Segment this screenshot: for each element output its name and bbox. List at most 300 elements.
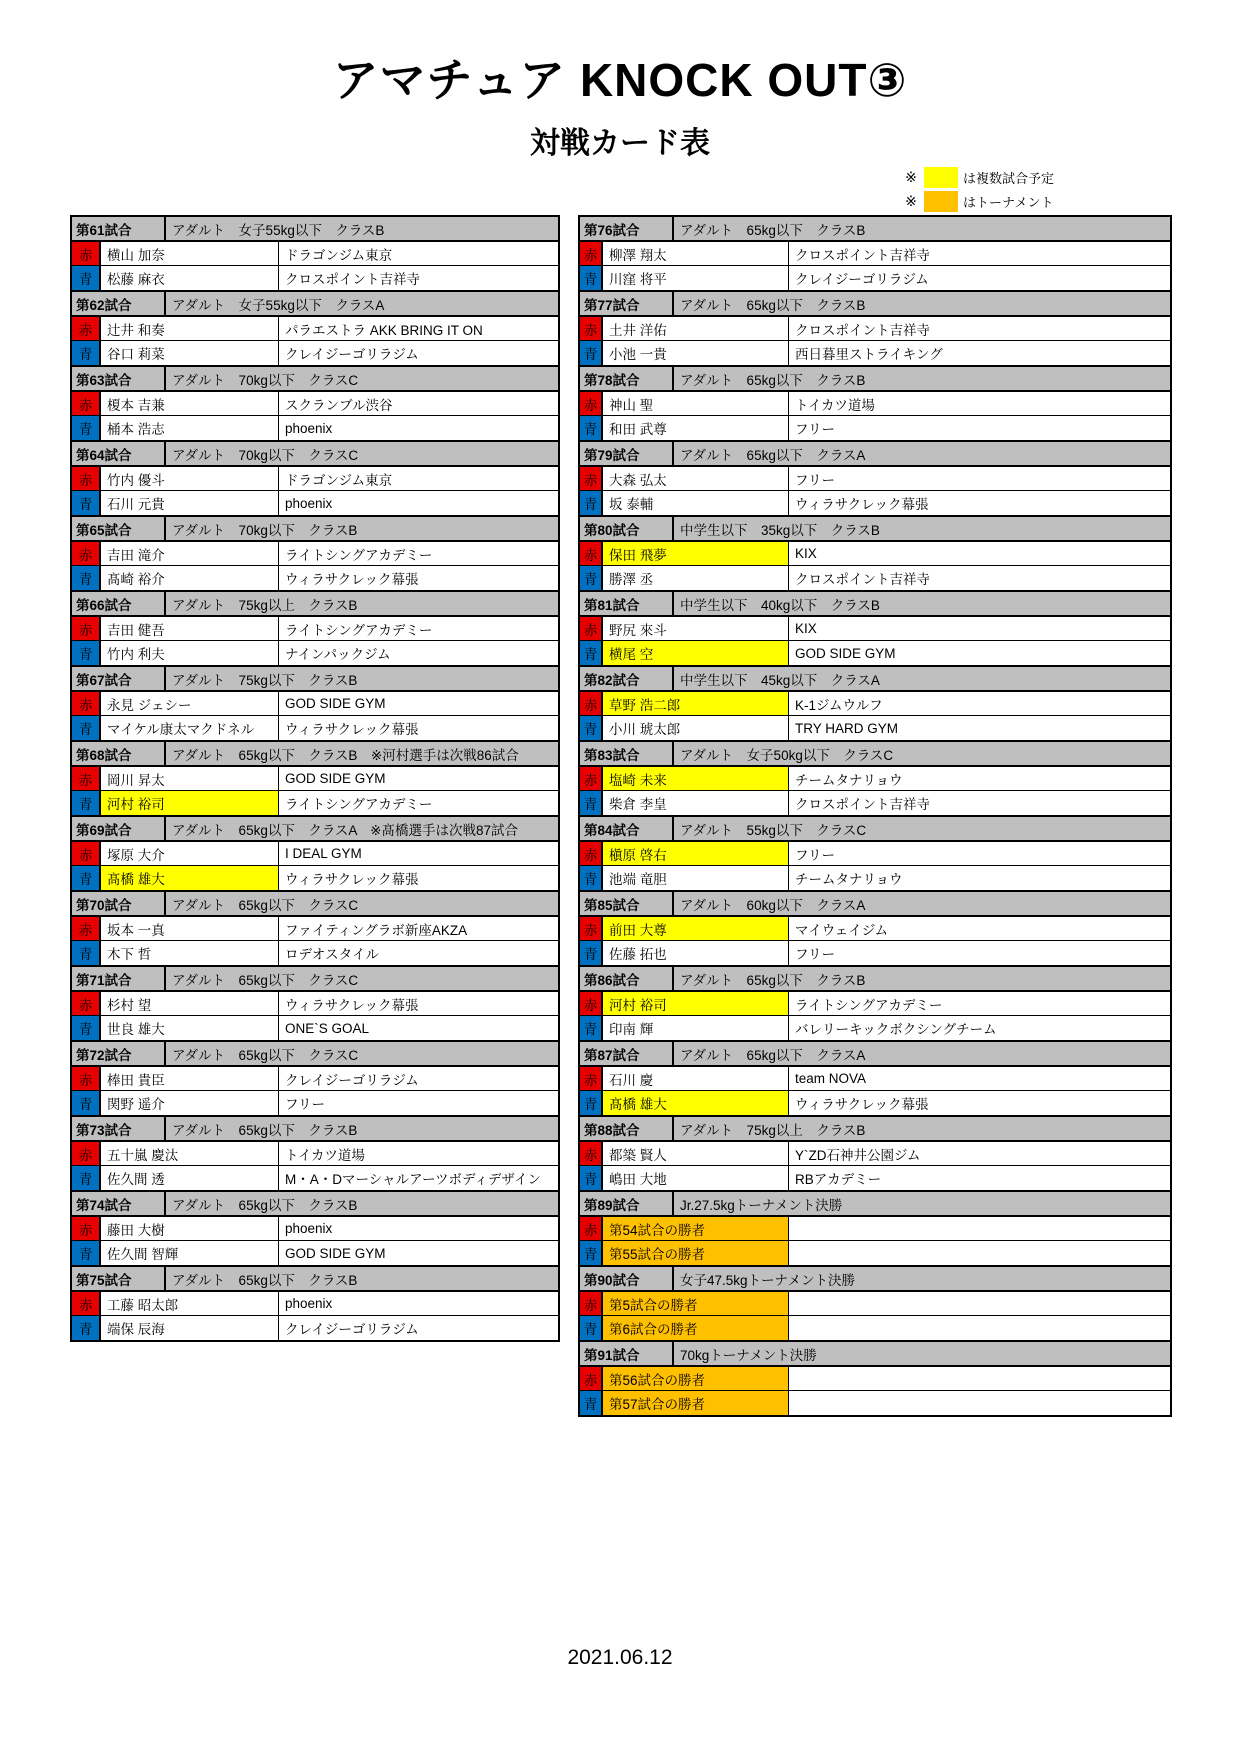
match-block — [72, 592, 558, 667]
fighter-name: 端保 辰海 — [101, 1316, 279, 1340]
match-category: アダルト 65kg以下 クラスC — [172, 1047, 359, 1063]
fighter-gym: 西日暮里ストライキング — [795, 347, 943, 362]
fighter-name: 第56試合の勝者 — [603, 1367, 789, 1390]
fighter-gym — [789, 1292, 1170, 1315]
fighter-name: マイケル康太マクドネル — [101, 716, 279, 740]
fighter-name: 槇原 啓右 — [603, 842, 789, 865]
match-number: 第62試合 — [72, 292, 166, 315]
match-category: アダルト 75kg以上 クラスB — [172, 597, 358, 613]
legend-swatch-yellow — [924, 167, 958, 188]
match-number: 第85試合 — [580, 892, 674, 915]
match-block — [72, 217, 558, 292]
red-corner-badge: 赤 — [72, 467, 101, 490]
match-number: 第82試合 — [580, 667, 674, 690]
fighter-row-red — [72, 917, 558, 941]
red-corner-badge: 赤 — [72, 392, 101, 415]
red-corner-badge: 赤 — [72, 767, 101, 790]
fighter-row-blue — [580, 1241, 1170, 1265]
match-header — [72, 1042, 558, 1067]
fighter-row-red — [72, 617, 558, 641]
fighter-row-blue — [580, 1091, 1170, 1115]
fighter-gym: GOD SIDE GYM — [285, 771, 386, 786]
match-header — [72, 592, 558, 617]
match-block — [580, 517, 1170, 592]
fighter-row-red — [580, 917, 1170, 941]
match-category: 70kgトーナメント決勝 — [680, 1347, 817, 1363]
fighter-row-red — [72, 1217, 558, 1241]
fighter-name: 河村 裕司 — [603, 992, 789, 1015]
match-block — [72, 292, 558, 367]
fighter-gym: team NOVA — [795, 1071, 867, 1086]
blue-corner-badge: 青 — [580, 341, 603, 365]
fighter-gym: クレイジーゴリラジム — [285, 347, 419, 362]
red-corner-badge: 赤 — [580, 917, 603, 940]
match-category: アダルト 70kg以下 クラスB — [172, 522, 358, 538]
match-block — [72, 1117, 558, 1192]
fighter-gym: フリー — [795, 422, 835, 437]
fighter-row-red — [580, 242, 1170, 266]
fighter-gym: ナインパックジム — [285, 647, 391, 662]
match-header — [580, 1192, 1170, 1217]
blue-corner-badge: 青 — [580, 1166, 603, 1190]
match-number: 第64試合 — [72, 442, 166, 465]
match-header — [580, 967, 1170, 992]
blue-corner-badge: 青 — [580, 791, 603, 815]
fighter-row-blue — [580, 341, 1170, 365]
blue-corner-badge: 青 — [580, 566, 603, 590]
blue-corner-badge: 青 — [72, 1016, 101, 1040]
fighter-gym: I DEAL GYM — [285, 846, 362, 861]
blue-corner-badge: 青 — [580, 1091, 603, 1115]
fighter-name: 藤田 大樹 — [101, 1217, 279, 1240]
match-category: アダルト 75kg以上 クラスB — [680, 1122, 866, 1138]
red-corner-badge: 赤 — [580, 1142, 603, 1165]
match-category: 女子47.5kgトーナメント決勝 — [680, 1272, 855, 1288]
match-number: 第88試合 — [580, 1117, 674, 1140]
fighter-name: 保田 飛夢 — [603, 542, 789, 565]
match-number: 第79試合 — [580, 442, 674, 465]
red-corner-badge: 赤 — [580, 992, 603, 1015]
fighter-name: 草野 浩二郎 — [603, 692, 789, 715]
fighter-name: 土井 洋佑 — [603, 317, 789, 340]
match-block — [580, 292, 1170, 367]
red-corner-badge: 赤 — [72, 542, 101, 565]
red-corner-badge: 赤 — [72, 842, 101, 865]
match-category: アダルト 65kg以下 クラスB — [172, 1197, 358, 1213]
match-category: アダルト 女子55kg以下 クラスB — [172, 222, 385, 238]
red-corner-badge: 赤 — [580, 467, 603, 490]
fighter-gym: クレイジーゴリラジム — [795, 272, 929, 287]
match-block — [580, 1267, 1170, 1342]
match-block — [72, 667, 558, 742]
fighter-gym: ONE`S GOAL — [285, 1020, 370, 1036]
fighter-name: 佐久間 透 — [101, 1166, 279, 1190]
match-block — [580, 367, 1170, 442]
match-block — [72, 367, 558, 442]
match-header — [580, 367, 1170, 392]
legend-swatch-orange — [924, 191, 958, 212]
match-number: 第89試合 — [580, 1192, 674, 1215]
fighter-name: 棒田 貴臣 — [101, 1067, 279, 1090]
match-number: 第71試合 — [72, 967, 166, 990]
fighter-row-blue — [72, 1241, 558, 1265]
match-header — [72, 517, 558, 542]
match-number: 第70試合 — [72, 892, 166, 915]
fighter-row-blue — [580, 266, 1170, 290]
match-category: アダルト 65kg以下 クラスB — [172, 1122, 358, 1138]
fighter-name: 柴倉 李皇 — [603, 791, 789, 815]
fighter-name: 髙崎 裕介 — [101, 566, 279, 590]
fighter-name: 吉田 健吾 — [101, 617, 279, 640]
match-category: アダルト 女子50kg以下 クラスC — [680, 747, 894, 763]
page-title: アマチュア KNOCK OUT③ — [332, 54, 908, 106]
blue-corner-badge: 青 — [580, 1316, 603, 1340]
fighter-gym: チームタナリョウ — [795, 872, 903, 887]
red-corner-badge: 赤 — [72, 992, 101, 1015]
fighter-name: 世良 雄大 — [101, 1016, 279, 1040]
fighter-row-red — [72, 767, 558, 791]
fighter-gym: RBアカデミー — [795, 1172, 882, 1187]
fighter-gym: ライトシングアカデミー — [285, 547, 433, 563]
match-header — [72, 1267, 558, 1292]
blue-corner-badge: 青 — [72, 866, 101, 890]
fighter-row-blue — [72, 641, 558, 665]
blue-corner-badge: 青 — [72, 641, 101, 665]
match-block — [580, 1117, 1170, 1192]
fighter-row-blue — [580, 866, 1170, 890]
fighter-name: 川窪 将平 — [603, 266, 789, 290]
red-corner-badge: 赤 — [72, 692, 101, 715]
fighter-gym: クロスポイント吉祥寺 — [795, 322, 930, 338]
fighter-name: 横山 加奈 — [101, 242, 279, 265]
fighter-row-blue — [72, 1091, 558, 1115]
fighter-row-red — [72, 992, 558, 1016]
fighter-row-blue — [72, 791, 558, 815]
fighter-row-blue — [72, 266, 558, 290]
match-category: アダルト 65kg以下 クラスB — [680, 222, 866, 238]
fighter-gym: クレイジーゴリラジム — [285, 1322, 419, 1337]
fighter-name: 坂本 一真 — [101, 917, 279, 940]
match-block — [580, 217, 1170, 292]
match-category: アダルト 女子55kg以下 クラスA — [172, 297, 385, 313]
fighter-row-blue — [580, 416, 1170, 440]
fighter-gym: M・A・Dマーシャルアーツボディデザイン — [285, 1172, 541, 1187]
match-number: 第68試合 — [72, 742, 166, 765]
match-category: アダルト 65kg以下 クラスA — [680, 1047, 866, 1063]
fighter-name: 第6試合の勝者 — [603, 1316, 789, 1340]
match-block — [72, 1267, 558, 1340]
match-header — [580, 1042, 1170, 1067]
match-category: アダルト 55kg以下 クラスC — [680, 822, 867, 838]
match-header — [72, 817, 558, 842]
match-number: 第83試合 — [580, 742, 674, 765]
blue-corner-badge: 青 — [580, 641, 603, 665]
fighter-row-red — [72, 467, 558, 491]
fighter-row-blue — [72, 1316, 558, 1340]
fighter-row-red — [72, 242, 558, 266]
fighter-name: 榎本 吉兼 — [101, 392, 279, 415]
red-corner-badge: 赤 — [72, 1217, 101, 1240]
match-number: 第69試合 — [72, 817, 166, 840]
fighter-name: 印南 輝 — [603, 1016, 789, 1040]
match-header — [580, 592, 1170, 617]
blue-corner-badge: 青 — [72, 491, 101, 515]
fighter-row-blue — [580, 1166, 1170, 1190]
match-header — [72, 742, 558, 767]
match-header — [580, 817, 1170, 842]
fighter-gym: トイカツ道場 — [795, 397, 875, 413]
match-block — [580, 1342, 1170, 1415]
blue-corner-badge: 青 — [72, 716, 101, 740]
match-block — [72, 442, 558, 517]
fighter-gym: スクランブル渋谷 — [285, 397, 393, 413]
fighter-row-blue — [580, 941, 1170, 965]
fighter-gym: クロスポイント吉祥寺 — [285, 272, 420, 287]
match-number: 第90試合 — [580, 1267, 674, 1290]
match-number: 第67試合 — [72, 667, 166, 690]
fighter-gym: クレイジーゴリラジム — [285, 1072, 419, 1088]
fighter-row-red — [580, 542, 1170, 566]
match-number: 第86試合 — [580, 967, 674, 990]
match-block — [72, 817, 558, 892]
fighter-row-red — [72, 842, 558, 866]
fighter-name: 勝澤 丞 — [603, 566, 789, 590]
match-number: 第61試合 — [72, 217, 166, 240]
match-header — [72, 442, 558, 467]
fighter-row-blue — [72, 866, 558, 890]
match-header — [72, 667, 558, 692]
fighter-name: 和田 武尊 — [603, 416, 789, 440]
fighter-gym: ウィラサクレック幕張 — [795, 1097, 929, 1112]
fighter-row-red — [72, 1142, 558, 1166]
match-header — [72, 967, 558, 992]
match-category: アダルト 65kg以下 クラスA — [680, 447, 866, 463]
match-number: 第72試合 — [72, 1042, 166, 1065]
red-corner-badge: 赤 — [580, 1067, 603, 1090]
fighter-name: 竹内 優斗 — [101, 467, 279, 490]
fighter-row-blue — [580, 791, 1170, 815]
fighter-gym: フリー — [795, 472, 835, 488]
match-category: アダルト 65kg以下 クラスB ※河村選手は次戦86試合 — [172, 747, 519, 763]
blue-corner-badge: 青 — [72, 266, 101, 290]
blue-corner-badge: 青 — [580, 941, 603, 965]
fighter-row-blue — [72, 566, 558, 590]
legend — [898, 166, 1054, 214]
fighter-name: 岡川 昇太 — [101, 767, 279, 790]
legend-label: は複数試合予定 — [963, 171, 1055, 186]
fighter-gym: クロスポイント吉祥寺 — [795, 797, 930, 812]
fighter-name: 大森 弘太 — [603, 467, 789, 490]
fighter-gym: KIX — [795, 621, 817, 636]
match-table-left — [70, 215, 560, 1342]
fighter-gym: ライトシングアカデミー — [285, 797, 433, 812]
fighter-gym: ロデオスタイル — [285, 947, 379, 962]
fighter-name: 小池 一貴 — [603, 341, 789, 365]
fighter-row-red — [580, 842, 1170, 866]
match-header — [580, 667, 1170, 692]
fighter-gym: クロスポイント吉祥寺 — [795, 572, 930, 587]
red-corner-badge: 赤 — [72, 1142, 101, 1165]
fighter-name: 永見 ジェシー — [101, 692, 279, 715]
blue-corner-badge: 青 — [72, 941, 101, 965]
fighter-name: 第54試合の勝者 — [603, 1217, 789, 1240]
match-header — [72, 1117, 558, 1142]
fighter-gym: phoenix — [285, 1296, 333, 1311]
page-subtitle: 対戦カード表 — [530, 127, 710, 160]
legend-row-multi-match — [898, 166, 1054, 189]
fighter-name: 小川 琥太郎 — [603, 716, 789, 740]
red-corner-badge: 赤 — [580, 1292, 603, 1315]
fighter-row-red — [580, 1217, 1170, 1241]
asterisk-symbol: ※ — [905, 169, 917, 185]
match-number: 第87試合 — [580, 1042, 674, 1065]
match-block — [580, 442, 1170, 517]
match-number: 第74試合 — [72, 1192, 166, 1215]
red-corner-badge: 赤 — [580, 767, 603, 790]
fighter-gym: フリー — [795, 947, 835, 962]
fighter-name: 横尾 空 — [603, 641, 789, 665]
blue-corner-badge: 青 — [580, 1016, 603, 1040]
fighter-name: 柳澤 翔太 — [603, 242, 789, 265]
match-block — [72, 1192, 558, 1267]
fighter-gym: ウィラサクレック幕張 — [285, 722, 419, 737]
blue-corner-badge: 青 — [72, 791, 101, 815]
fighter-row-red — [580, 617, 1170, 641]
fighter-gym: ウィラサクレック幕張 — [795, 497, 929, 512]
blue-corner-badge: 青 — [72, 1091, 101, 1115]
match-header — [72, 892, 558, 917]
match-header — [580, 517, 1170, 542]
fighter-row-red — [580, 1292, 1170, 1316]
fighter-gym: ファイティングラボ新座AKZA — [285, 922, 468, 938]
fighter-row-red — [580, 1142, 1170, 1166]
fighter-row-blue — [72, 1016, 558, 1040]
match-block — [72, 892, 558, 967]
match-header — [580, 292, 1170, 317]
fighter-gym: マイウェイジム — [795, 922, 889, 938]
fighter-name: 佐久間 智輝 — [101, 1241, 279, 1265]
fighter-name: 河村 裕司 — [101, 791, 279, 815]
fighter-gym: フリー — [795, 847, 835, 863]
fighter-name: 神山 聖 — [603, 392, 789, 415]
fighter-name: 嶋田 大地 — [603, 1166, 789, 1190]
fighter-name: 野尻 來斗 — [603, 617, 789, 640]
fighter-row-red — [72, 692, 558, 716]
match-category: アダルト 65kg以下 クラスB — [680, 372, 866, 388]
match-header — [72, 292, 558, 317]
red-corner-badge: 赤 — [580, 542, 603, 565]
fighter-name: 谷口 莉菜 — [101, 341, 279, 365]
fighter-row-red — [580, 317, 1170, 341]
fighter-row-blue — [72, 416, 558, 440]
fighter-row-red — [580, 392, 1170, 416]
match-category: アダルト 70kg以下 クラスC — [172, 447, 359, 463]
match-header — [580, 1342, 1170, 1367]
match-number: 第73試合 — [72, 1117, 166, 1140]
red-corner-badge: 赤 — [72, 1292, 101, 1315]
match-category: アダルト 65kg以下 クラスB — [172, 1272, 358, 1288]
match-block — [580, 1192, 1170, 1267]
match-category: アダルト 65kg以下 クラスC — [172, 972, 359, 988]
match-category: アダルト 65kg以下 クラスA ※髙橋選手は次戦87試合 — [172, 822, 519, 838]
fighter-gym: ウィラサクレック幕張 — [285, 872, 419, 887]
match-number: 第77試合 — [580, 292, 674, 315]
match-table-right — [578, 215, 1172, 1417]
match-block — [72, 742, 558, 817]
fighter-name: 池端 竜胆 — [603, 866, 789, 890]
blue-corner-badge: 青 — [72, 341, 101, 365]
fighter-row-blue — [72, 341, 558, 365]
match-block — [580, 667, 1170, 742]
fighter-name: 都築 賢人 — [603, 1142, 789, 1165]
match-category: アダルト 65kg以下 クラスB — [680, 972, 866, 988]
fighter-gym: TRY HARD GYM — [795, 720, 899, 736]
fighter-gym: パラエストラ AKK BRING IT ON — [285, 322, 483, 338]
red-corner-badge: 赤 — [72, 242, 101, 265]
fighter-gym: ライトシングアカデミー — [285, 622, 433, 638]
fighter-row-red — [580, 1067, 1170, 1091]
fighter-gym: フリー — [285, 1097, 325, 1112]
fighter-row-red — [580, 467, 1170, 491]
red-corner-badge: 赤 — [580, 692, 603, 715]
fighter-name: 第5試合の勝者 — [603, 1292, 789, 1315]
match-block — [580, 592, 1170, 667]
fighter-row-blue — [72, 716, 558, 740]
match-block — [72, 517, 558, 592]
fighter-name: 工藤 昭太郎 — [101, 1292, 279, 1315]
fighter-gym: トイカツ道場 — [285, 1147, 365, 1163]
match-header — [580, 1117, 1170, 1142]
legend-label: はトーナメント — [963, 195, 1054, 210]
match-category: 中学生以下 45kg以下 クラスA — [680, 672, 880, 688]
match-category: アダルト 60kg以下 クラスA — [680, 897, 866, 913]
match-header — [72, 367, 558, 392]
match-number: 第76試合 — [580, 217, 674, 240]
fighter-name: 木下 哲 — [101, 941, 279, 965]
fighter-row-red — [72, 1292, 558, 1316]
blue-corner-badge: 青 — [580, 491, 603, 515]
blue-corner-badge: 青 — [580, 266, 603, 290]
fighter-name: 塚原 大介 — [101, 842, 279, 865]
fighter-gym: K-1ジムウルフ — [795, 697, 883, 713]
fighter-gym — [789, 1391, 1170, 1415]
red-corner-badge: 赤 — [580, 317, 603, 340]
fighter-name: 桶本 浩志 — [101, 416, 279, 440]
red-corner-badge: 赤 — [72, 917, 101, 940]
red-corner-badge: 赤 — [72, 617, 101, 640]
match-block — [580, 817, 1170, 892]
fighter-name: 髙橋 雄大 — [603, 1091, 789, 1115]
blue-corner-badge: 青 — [580, 1241, 603, 1265]
fighter-name: 吉田 滝介 — [101, 542, 279, 565]
match-block — [72, 1042, 558, 1117]
blue-corner-badge: 青 — [580, 1391, 603, 1415]
fighter-name: 坂 泰輔 — [603, 491, 789, 515]
fighter-name: 第57試合の勝者 — [603, 1391, 789, 1415]
blue-corner-badge: 青 — [580, 716, 603, 740]
match-header — [580, 1267, 1170, 1292]
fighter-row-blue — [580, 491, 1170, 515]
fighter-row-red — [580, 992, 1170, 1016]
match-number: 第65試合 — [72, 517, 166, 540]
red-corner-badge: 赤 — [580, 392, 603, 415]
fighter-gym — [789, 1217, 1170, 1240]
fighter-name: 五十嵐 慶汰 — [101, 1142, 279, 1165]
match-block — [580, 1042, 1170, 1117]
fighter-gym: ドラゴンジム東京 — [285, 247, 393, 263]
fighter-row-red — [72, 1067, 558, 1091]
fighter-name: 関野 遥介 — [101, 1091, 279, 1115]
